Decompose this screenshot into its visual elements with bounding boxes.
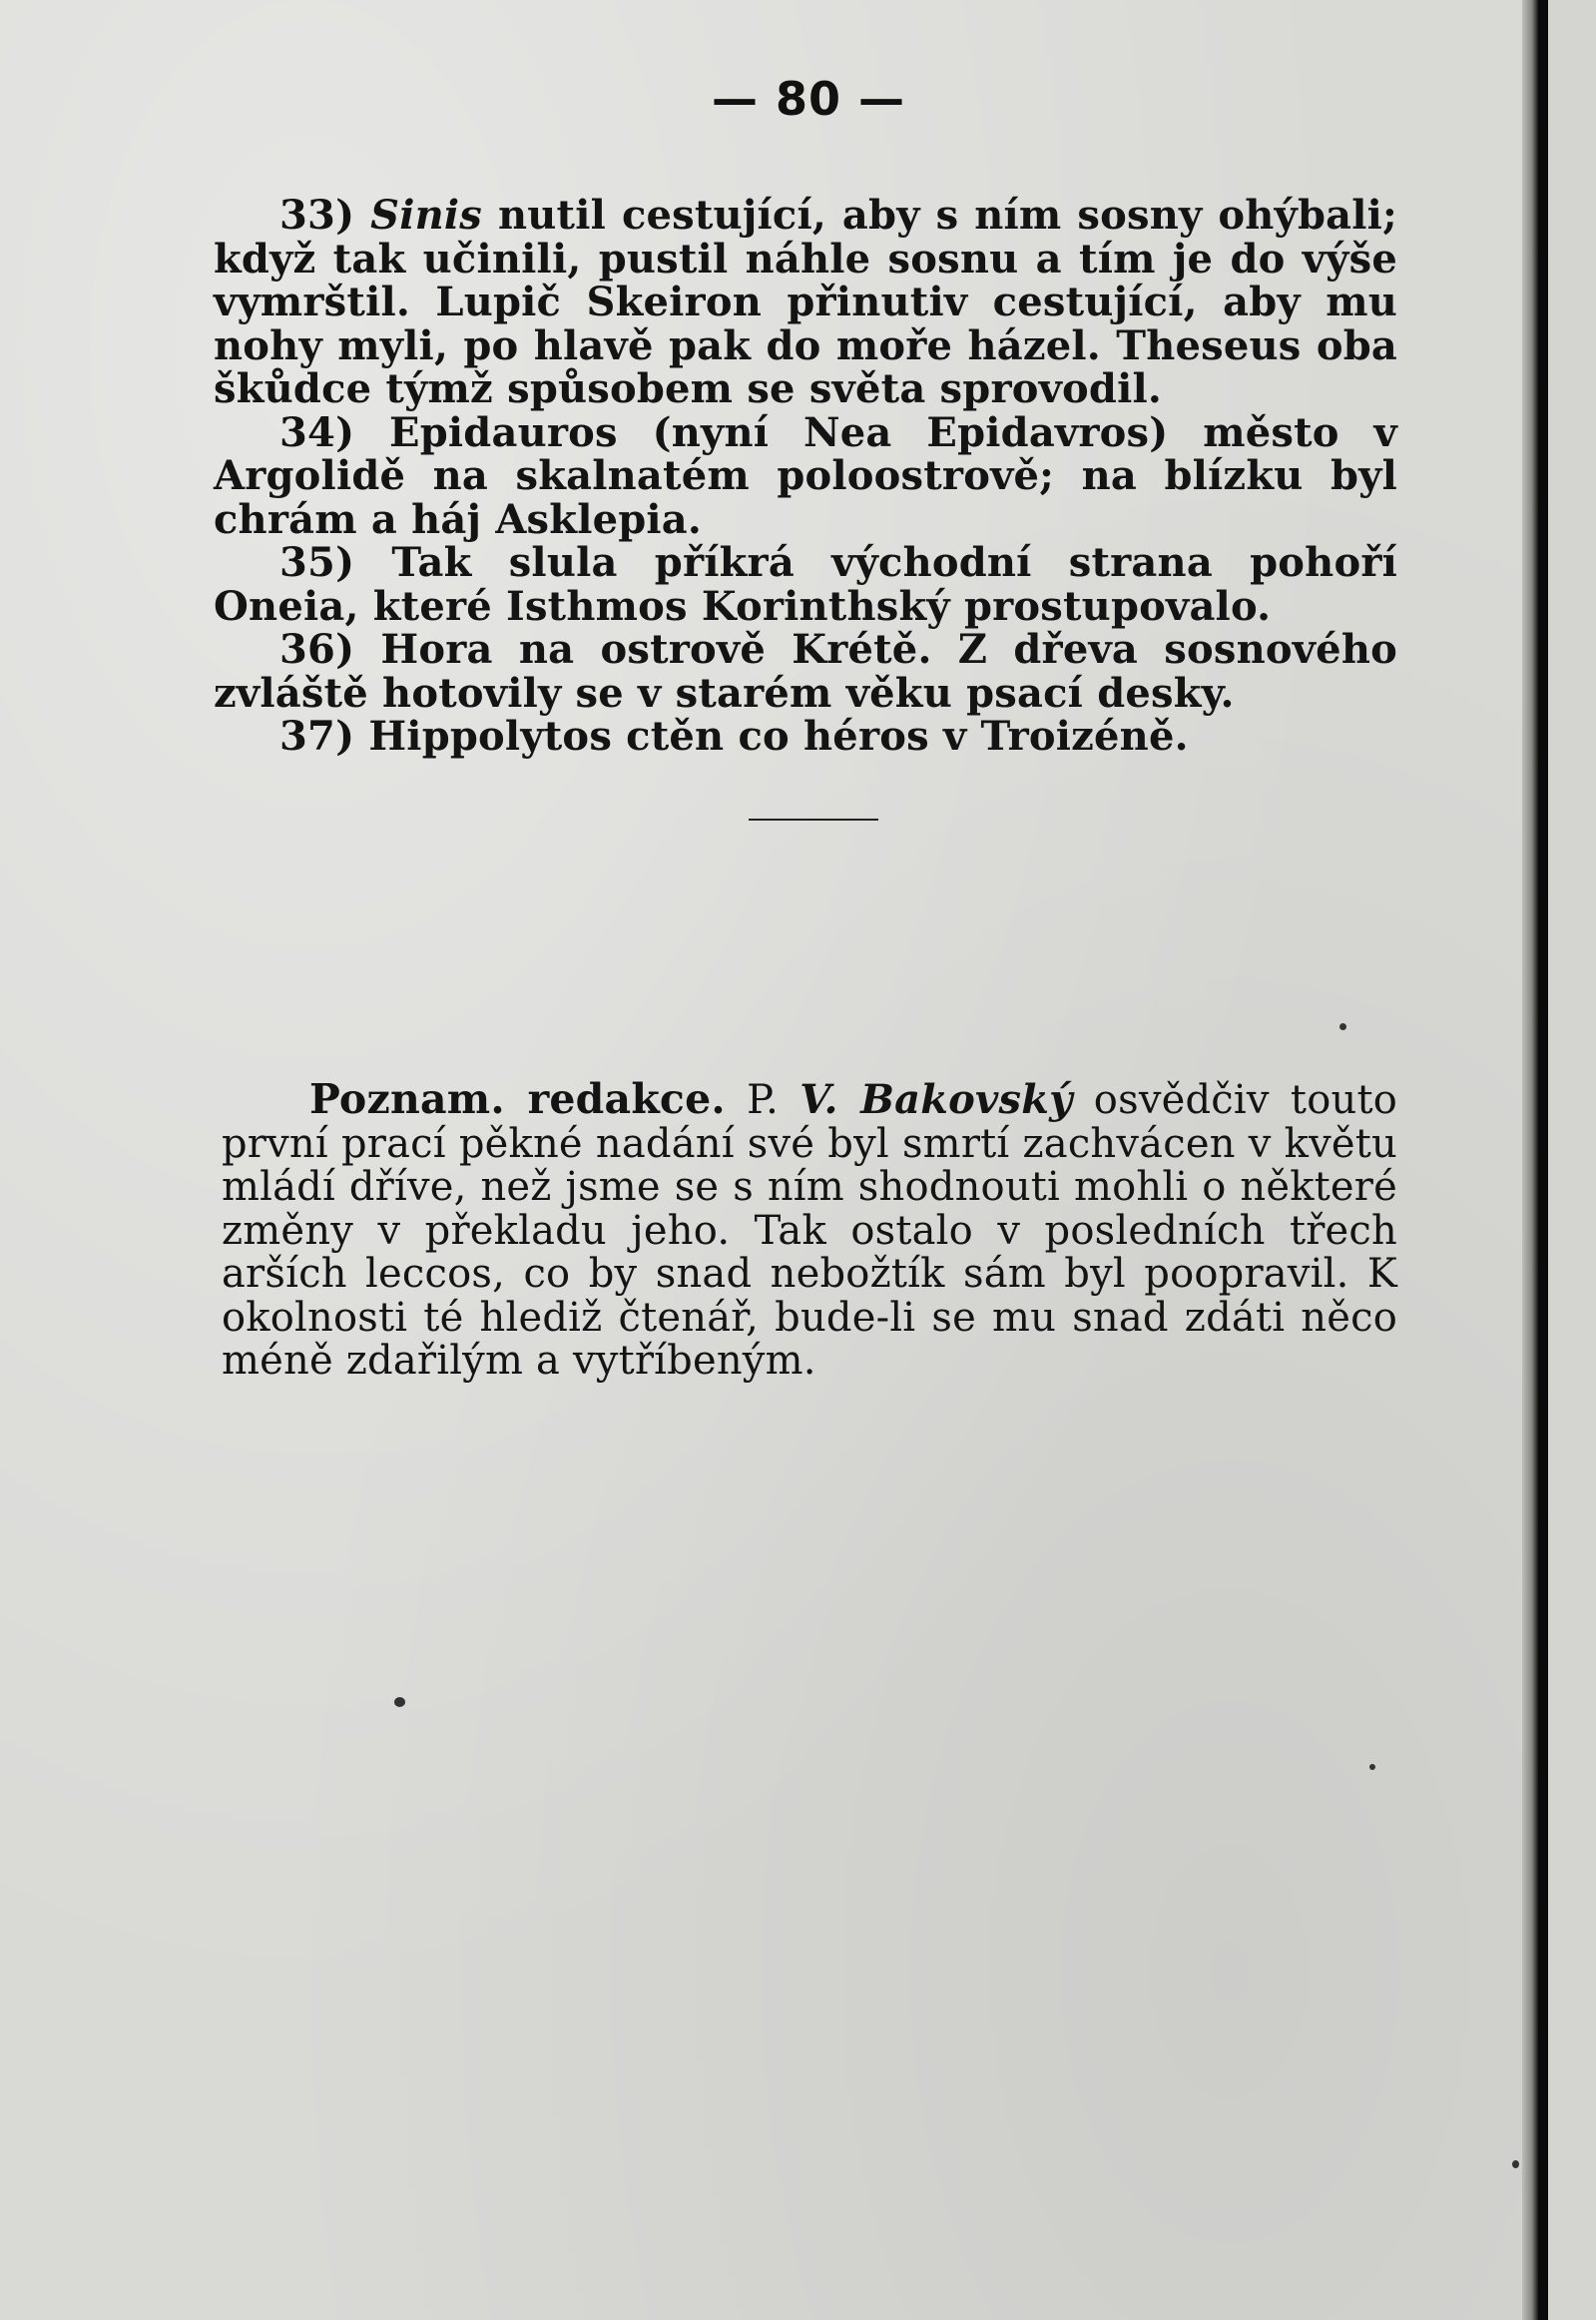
note-34: 34) Epidauros (nyní Nea Epidavros) město v Argolidě na skalnatém poloostrově; na blízku byl chrám a háj Asklepia. [214,408,1397,543]
note-33-lead: 33) [279,192,371,239]
page-gutter-shadow [1522,0,1538,2320]
editorial-note [222,1075,1398,1384]
note-35: 35) Tak slula příkrá východní strana pohoří Oneia, které Isthmos Korinthský prostupovalo. [214,539,1397,630]
editorial-author-initial: P. [725,1077,800,1123]
note-37: 37) Hippolytos ctěn co héros v Troizéně. [279,713,1189,760]
note-36: 36) Hora na ostrově Krétě. Z dřeva sosnového zvláště hotovily se v starém věku psací desky. [214,626,1397,717]
note-33-name: Sinis [370,192,483,239]
note-33-text: nutil cestující, aby s ním sosny ohýbali; když tak učinili, pustil náhle sosnu a tím je do výše vymrštil. Lupič Skeiron přinutiv cestující, aby mu nohy myli, po hlavě pak do moře házel. Theseus oba škůdce týmž spůsobem se světa sprovodil. [214,192,1397,412]
print-speck [1369,1764,1375,1770]
editorial-label: Poznam. redakce. [309,1075,726,1123]
page-edge [1538,0,1548,2320]
editorial-paragraph [222,1075,1398,1384]
page-number: — 80 — [711,72,906,126]
editorial-author-name: V. Bakovský [799,1076,1073,1123]
facing-page-strip [1548,0,1596,2320]
print-speck [1339,1023,1346,1030]
section-divider [749,819,878,821]
print-speck [1512,2160,1519,2168]
editorial-text: osvědčiv touto první prací pěkné nadání své byl smrtí zachvácen v květu mládí dříve, než jsme se s ním shodnouti mohli o některé změny v překladu jeho. Tak ostalo v posledních třech arších leccos, co by snad nebožtík sám byl poopravil. K okolnosti té hlediž čtenář, bude-li se mu snad zdáti něco méně zdařilým a vytříbeným. [222,1077,1398,1384]
print-speck [394,1697,405,1707]
endnotes [214,194,1397,759]
note-33 [214,194,1397,411]
